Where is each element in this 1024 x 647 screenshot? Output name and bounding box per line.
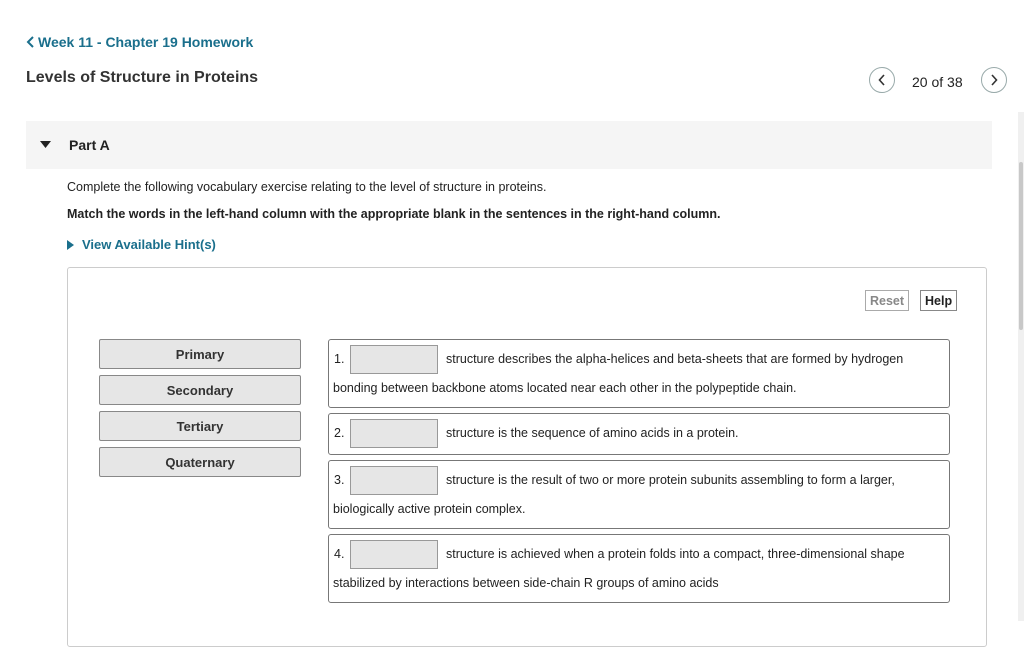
sentence-text-continued: stabilized by interactions between side-chain R groups of amino acids: [333, 576, 719, 590]
answer-blank-4[interactable]: [350, 540, 438, 569]
part-label: Part A: [69, 137, 110, 153]
breadcrumb-label: Week 11 - Chapter 19 Homework: [38, 34, 254, 50]
sentence-3: [328, 460, 950, 529]
sentence-text: structure is the result of two or more protein subunits assembling to form a larger,: [446, 473, 895, 487]
previous-item-button[interactable]: [869, 67, 895, 93]
chevron-right-icon: [990, 74, 998, 86]
word-secondary[interactable]: Secondary: [99, 375, 301, 405]
item-counter: 20 of 38: [912, 74, 963, 90]
answer-blank-3[interactable]: [350, 466, 438, 495]
caret-right-icon: [67, 240, 74, 250]
sentence-text: structure is the sequence of amino acids in a protein.: [446, 426, 739, 440]
word-tertiary[interactable]: Tertiary: [99, 411, 301, 441]
chevron-left-icon: [26, 36, 35, 48]
part-header[interactable]: [26, 121, 992, 169]
sentence-2: [328, 413, 950, 455]
breadcrumb-link[interactable]: [26, 34, 253, 50]
caret-down-icon[interactable]: [40, 141, 51, 148]
scrollbar-thumb[interactable]: [1019, 162, 1023, 330]
sentence-number: 3.: [334, 473, 345, 487]
page-title: Levels of Structure in Proteins: [26, 69, 259, 86]
view-hints-link[interactable]: [67, 237, 216, 252]
chevron-left-icon: [878, 74, 886, 86]
answer-blank-2[interactable]: [350, 419, 438, 448]
sentence-text: structure describes the alpha-helices and beta-sheets that are formed by hydrogen: [446, 352, 904, 366]
sentence-text-continued: bonding between backbone atoms located near each other in the polypeptide chain.: [333, 381, 797, 395]
word-quaternary[interactable]: Quaternary: [99, 447, 301, 477]
reset-button[interactable]: Reset: [865, 290, 909, 311]
instruction-bold-text: Match the words in the left-hand column with the appropriate blank in the sentences in the right-hand column.: [67, 207, 721, 221]
view-hints-label: View Available Hint(s): [82, 237, 216, 252]
word-primary[interactable]: Primary: [99, 339, 301, 369]
sentence-text: structure is achieved when a protein folds into a compact, three-dimensional shape: [446, 547, 905, 561]
sentence-number: 4.: [334, 547, 345, 561]
sentence-text-continued: biologically active protein complex.: [333, 502, 526, 516]
sentence-4: [328, 534, 950, 603]
help-button[interactable]: Help: [920, 290, 957, 311]
sentence-number: 1.: [334, 352, 345, 366]
sentence-1: [328, 339, 950, 408]
instruction-text: Complete the following vocabulary exercise relating to the level of structure in proteins.: [67, 180, 547, 194]
sentence-number: 2.: [334, 426, 345, 440]
next-item-button[interactable]: [981, 67, 1007, 93]
answer-blank-1[interactable]: [350, 345, 438, 374]
